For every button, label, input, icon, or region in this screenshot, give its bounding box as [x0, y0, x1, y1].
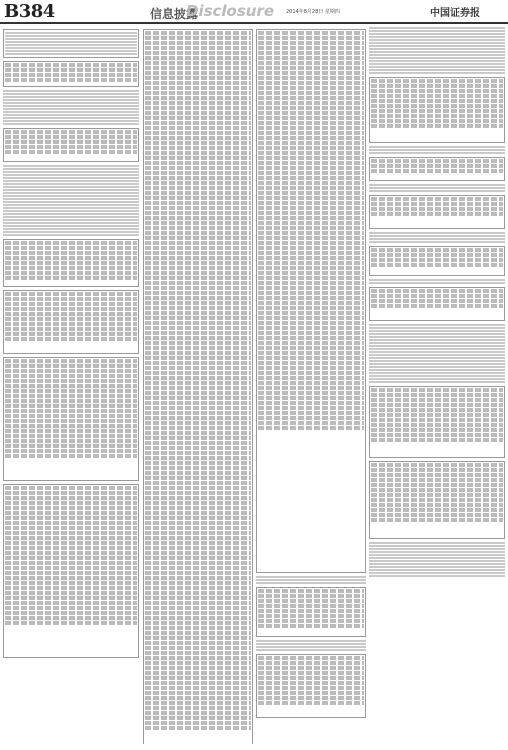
holdings-table	[3, 357, 139, 481]
column-3	[256, 26, 366, 744]
stock-list-table-1	[3, 484, 139, 658]
issue-date: 2014年8月28日 星期四	[286, 9, 340, 15]
newspaper-logo: 中国证券报	[430, 8, 480, 19]
data-table-9	[369, 246, 505, 276]
data-table-3	[3, 290, 139, 354]
data-table-12	[369, 461, 505, 539]
section-title-en: Disclosure	[186, 2, 275, 20]
data-table-2	[3, 239, 139, 287]
page-number: B384	[4, 1, 55, 22]
data-table-1	[3, 128, 139, 162]
data-table-6	[369, 77, 505, 143]
data-table-10	[369, 287, 505, 321]
stock-list-table-2	[143, 29, 253, 744]
column-4	[369, 26, 505, 744]
data-table-5	[256, 654, 366, 718]
stock-list-table-3	[256, 29, 366, 573]
column-2	[143, 26, 253, 744]
data-table-4	[256, 587, 366, 637]
summary-table	[3, 61, 139, 87]
section-title: 信息披露	[150, 7, 199, 21]
column-1	[3, 26, 139, 744]
masthead	[0, 0, 508, 24]
data-table-7	[369, 157, 505, 181]
data-table-11	[369, 386, 505, 458]
data-table-8	[369, 195, 505, 229]
summary-box	[3, 29, 139, 58]
